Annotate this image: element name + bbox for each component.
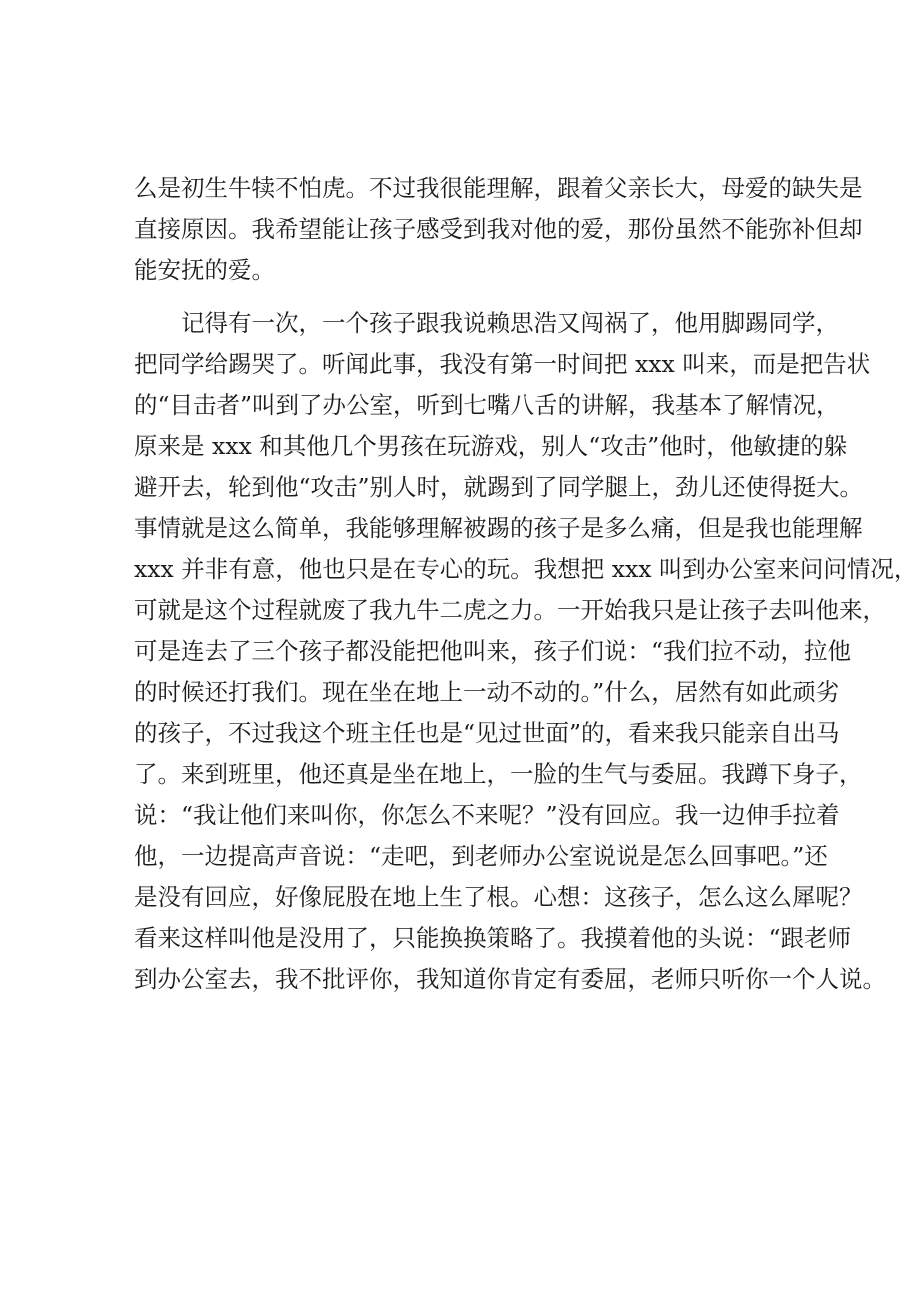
text-line: 了。来到班里，他还真是坐在地上，一脸的生气与委屈。我蹲下身子， xyxy=(134,760,863,788)
text-line: 可是连去了三个孩子都没能把他叫来，孩子们说：“我们拉不动，拉他 xyxy=(134,637,852,665)
text-line: 事情就是这么简单，我能够理解被踢的孩子是多么痛，但是我也能理解 xyxy=(134,514,863,542)
text-line: 记得有一次，一个孩子跟我说赖思浩又闯祸了，他用脚踢同学， xyxy=(181,309,839,337)
text-line: 他，一边提高声音说：“走吧，到老师办公室说说是怎么回事吧。”还 xyxy=(134,842,828,870)
text-line: 可就是这个过程就废了我九牛二虎之力。一开始我只是让孩子去叫他来， xyxy=(134,596,886,624)
text-line: 的“目击者”叫到了办公室，听到七嘴八舌的讲解，我基本了解情况， xyxy=(134,391,840,419)
text-line: 直接原因。我希望能让孩子感受到我对他的爱，那份虽然不能弥补但却 xyxy=(134,215,863,243)
text-line: 的时候还打我们。现在坐在地上一动不动的。”什么，居然有如此顽劣 xyxy=(134,678,840,706)
text-line: 说：“我让他们来叫你，你怎么不来呢？”没有回应。我一边伸手拉着 xyxy=(134,801,840,829)
text-line: xxx 并非有意，他也只是在专心的玩。我想把 xxx 叫到办公室来问问情况， xyxy=(134,555,918,583)
paragraph-2 xyxy=(134,303,918,1000)
text-line: 的孩子，不过我这个班主任也是“见过世面”的，看来我只能亲自出马 xyxy=(134,719,840,747)
paragraph-1 xyxy=(134,168,863,291)
text-line: 能安抚的爱。 xyxy=(134,256,275,284)
text-line: 是没有回应，好像屁股在地上生了根。心想：这孩子，怎么这么犀呢？ xyxy=(134,883,863,911)
text-line: 看来这样叫他是没用了，只能换换策略了。我摸着他的头说：“跟老师 xyxy=(134,924,852,952)
paragraph-spacer xyxy=(134,291,824,303)
text-line: 把同学给踢哭了。听闻此事，我没有第一时间把 xxx 叫来，而是把告状 xyxy=(134,350,871,378)
text-line: 到办公室去，我不批评你，我知道你肯定有委屈，老师只听你一个人说。 xyxy=(134,965,886,993)
text-line: 么是初生牛犊不怕虎。不过我很能理解，跟着父亲长大，母爱的缺失是 xyxy=(134,174,863,202)
text-line: 原来是 xxx 和其他几个男孩在玩游戏，别人“攻击”他时，他敏捷的躲 xyxy=(134,432,848,460)
body-text xyxy=(134,168,918,1000)
text-line: 避开去，轮到他“攻击”别人时，就踢到了同学腿上，劲儿还使得挺大。 xyxy=(134,473,864,501)
